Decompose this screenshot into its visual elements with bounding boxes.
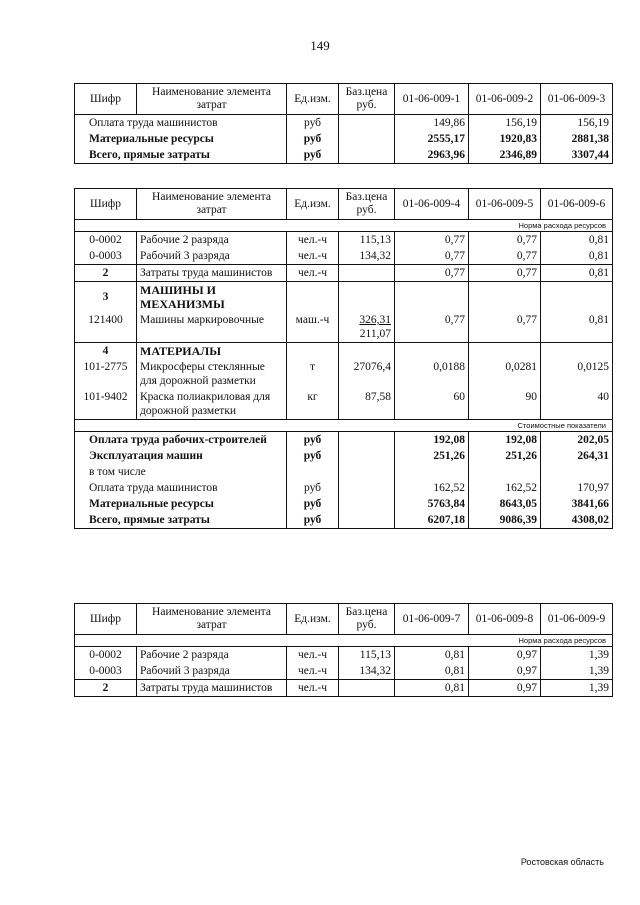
section-title: МАШИНЫ И МЕХАНИЗМЫ xyxy=(137,282,287,313)
row-code: 101-2775 xyxy=(75,359,137,389)
row-name: Рабочие 2 разряда xyxy=(137,232,287,249)
row-name: Затраты труда машинистов xyxy=(137,680,287,697)
row-value: 3841,66 xyxy=(541,496,613,512)
row-value: 0,81 xyxy=(395,663,469,680)
header-code: 01-06-009-7 xyxy=(395,604,469,635)
row-name: Оплата труда машинистов xyxy=(75,115,287,132)
row-code: 101-9402 xyxy=(75,389,137,420)
row-value: 5763,84 xyxy=(395,496,469,512)
section-code: 3 xyxy=(75,282,137,313)
row-unit: кг xyxy=(287,389,339,420)
table-header xyxy=(75,189,613,220)
row-unit: чел.-ч xyxy=(287,248,339,265)
row-value: 0,0125 xyxy=(541,359,613,389)
table-row xyxy=(75,680,613,697)
table-row xyxy=(75,265,613,282)
row-value: 0,77 xyxy=(469,312,541,343)
row-name: в том числе xyxy=(75,464,287,480)
row-unit: чел.-ч xyxy=(287,265,339,282)
row-value xyxy=(541,464,613,480)
row-value: 0,81 xyxy=(541,312,613,343)
row-value: 0,77 xyxy=(395,312,469,343)
row-code: 0-0002 xyxy=(75,647,137,664)
header-name: Наименование элемента затрат xyxy=(137,189,287,220)
row-unit xyxy=(287,464,339,480)
row-value: 0,0188 xyxy=(395,359,469,389)
row-unit: маш.-ч xyxy=(287,312,339,343)
header-name: Наименование элемента затрат xyxy=(137,84,287,115)
row-value: 0,81 xyxy=(541,248,613,265)
row-value: 1,39 xyxy=(541,663,613,680)
row-price: 134,32 xyxy=(339,248,395,265)
row-price: 134,32 xyxy=(339,663,395,680)
row-name: Машины маркировочные xyxy=(137,312,287,343)
row-value: 0,77 xyxy=(395,265,469,282)
row-code: 2 xyxy=(75,680,137,697)
table-row xyxy=(75,512,613,529)
row-name: Микросферы стеклянные для дорожной разметки xyxy=(137,359,287,389)
row-name: Краска полиакриловая для дорожной разметки xyxy=(137,389,287,420)
row-code: 121400 xyxy=(75,312,137,343)
row-value: 1,39 xyxy=(541,647,613,664)
row-value: 156,19 xyxy=(469,115,541,132)
row-value: 4308,02 xyxy=(541,512,613,529)
norm-row xyxy=(75,220,613,232)
cost-label: Стоимостные показатели xyxy=(75,420,613,432)
row-code: 2 xyxy=(75,265,137,282)
row-value: 0,77 xyxy=(395,248,469,265)
row-value: 251,26 xyxy=(395,448,469,464)
row-name: Материальные ресурсы xyxy=(75,496,287,512)
price-secondary: 211,07 xyxy=(359,328,391,340)
table-row xyxy=(75,663,613,680)
row-value xyxy=(469,464,541,480)
table-row xyxy=(75,496,613,512)
table-row xyxy=(75,115,613,132)
header-code: 01-06-009-6 xyxy=(541,189,613,220)
header-name: Наименование элемента затрат xyxy=(137,604,287,635)
header-price: Баз.цена руб. xyxy=(339,604,395,635)
header-price: Баз.цена руб. xyxy=(339,84,395,115)
header-code: 01-06-009-3 xyxy=(541,84,613,115)
table-header xyxy=(75,604,613,635)
norm-label: Норма расхода ресурсов xyxy=(75,220,613,232)
row-code: 0-0002 xyxy=(75,232,137,249)
row-value: 149,86 xyxy=(395,115,469,132)
header-unit: Ед.изм. xyxy=(287,189,339,220)
row-value: 264,31 xyxy=(541,448,613,464)
row-value: 192,08 xyxy=(395,432,469,449)
row-price: 115,13 xyxy=(339,232,395,249)
header-code: 01-06-009-1 xyxy=(395,84,469,115)
row-unit: чел.-ч xyxy=(287,663,339,680)
section-row xyxy=(75,343,613,360)
row-value: 0,81 xyxy=(541,265,613,282)
row-value: 162,52 xyxy=(469,480,541,496)
page-number: 149 xyxy=(310,38,330,53)
row-value: 0,0281 xyxy=(469,359,541,389)
row-price: 87,58 xyxy=(339,389,395,420)
row-price: 115,13 xyxy=(339,647,395,664)
section-code: 4 xyxy=(75,343,137,360)
norm-row xyxy=(75,635,613,647)
row-value: 0,77 xyxy=(469,265,541,282)
row-price xyxy=(339,312,395,343)
row-value: 251,26 xyxy=(469,448,541,464)
table-header xyxy=(75,84,613,115)
footer-region: Ростовская область xyxy=(520,857,604,867)
row-value: 162,52 xyxy=(395,480,469,496)
row-value: 0,77 xyxy=(395,232,469,249)
header-code: 01-06-009-4 xyxy=(395,189,469,220)
section-row xyxy=(75,282,613,313)
row-value: 2555,17 xyxy=(395,131,469,147)
row-value: 0,97 xyxy=(469,647,541,664)
norm-label: Норма расхода ресурсов xyxy=(75,635,613,647)
table-3 xyxy=(74,603,613,697)
table-row xyxy=(75,232,613,249)
row-value: 6207,18 xyxy=(395,512,469,529)
row-value: 0,77 xyxy=(469,232,541,249)
row-name: Рабочий 3 разряда xyxy=(137,248,287,265)
row-unit: руб xyxy=(287,480,339,496)
row-value: 9086,39 xyxy=(469,512,541,529)
row-name: Эксплуатация машин xyxy=(75,448,287,464)
header-cipher: Шифр xyxy=(75,84,137,115)
row-value: 1920,83 xyxy=(469,131,541,147)
row-value: 170,97 xyxy=(541,480,613,496)
row-value: 60 xyxy=(395,389,469,420)
table-row xyxy=(75,647,613,664)
row-name: Рабочие 2 разряда xyxy=(137,647,287,664)
row-unit: чел.-ч xyxy=(287,680,339,697)
row-code: 0-0003 xyxy=(75,663,137,680)
table-row xyxy=(75,389,613,420)
row-name: Затраты труда машинистов xyxy=(137,265,287,282)
table-row xyxy=(75,248,613,265)
row-value: 40 xyxy=(541,389,613,420)
table-row xyxy=(75,448,613,464)
header-cipher: Шифр xyxy=(75,604,137,635)
row-unit: т xyxy=(287,359,339,389)
row-unit: руб xyxy=(287,147,339,164)
row-unit: руб xyxy=(287,512,339,529)
row-value: 0,81 xyxy=(541,232,613,249)
row-value: 1,39 xyxy=(541,680,613,697)
table-2 xyxy=(74,188,613,529)
header-unit: Ед.изм. xyxy=(287,604,339,635)
table-row xyxy=(75,147,613,164)
cost-label-row xyxy=(75,420,613,432)
row-value: 2963,96 xyxy=(395,147,469,164)
row-name: Оплата труда рабочих-строителей xyxy=(75,432,287,449)
table-row xyxy=(75,432,613,449)
row-value: 8643,05 xyxy=(469,496,541,512)
row-value: 0,81 xyxy=(395,647,469,664)
table-row xyxy=(75,359,613,389)
header-cipher: Шифр xyxy=(75,189,137,220)
row-unit: руб xyxy=(287,432,339,449)
row-unit: чел.-ч xyxy=(287,232,339,249)
header-code: 01-06-009-2 xyxy=(469,84,541,115)
price-primary: 326,31 xyxy=(359,314,391,326)
row-value: 90 xyxy=(469,389,541,420)
row-value: 2346,89 xyxy=(469,147,541,164)
table-row xyxy=(75,131,613,147)
row-value: 0,81 xyxy=(395,680,469,697)
row-value: 202,05 xyxy=(541,432,613,449)
row-value: 156,19 xyxy=(541,115,613,132)
row-name: Материальные ресурсы xyxy=(75,131,287,147)
row-value: 2881,38 xyxy=(541,131,613,147)
row-value: 0,97 xyxy=(469,680,541,697)
table-row xyxy=(75,464,613,480)
row-name: Всего, прямые затраты xyxy=(75,147,287,164)
header-unit: Ед.изм. xyxy=(287,84,339,115)
row-unit: чел.-ч xyxy=(287,647,339,664)
section-title: МАТЕРИАЛЫ xyxy=(137,343,287,360)
row-unit: руб xyxy=(287,448,339,464)
row-name: Рабочий 3 разряда xyxy=(137,663,287,680)
header-price: Баз.цена руб. xyxy=(339,189,395,220)
header-code: 01-06-009-5 xyxy=(469,189,541,220)
row-unit: руб xyxy=(287,115,339,132)
row-unit: руб xyxy=(287,496,339,512)
row-value: 3307,44 xyxy=(541,147,613,164)
row-value: 0,97 xyxy=(469,663,541,680)
row-value xyxy=(395,464,469,480)
row-name: Оплата труда машинистов xyxy=(75,480,287,496)
row-value: 0,77 xyxy=(469,248,541,265)
header-code: 01-06-009-8 xyxy=(469,604,541,635)
row-price: 27076,4 xyxy=(339,359,395,389)
table-1 xyxy=(74,83,613,164)
row-unit: руб xyxy=(287,131,339,147)
table-row xyxy=(75,312,613,343)
row-value: 192,08 xyxy=(469,432,541,449)
table-row xyxy=(75,480,613,496)
header-code: 01-06-009-9 xyxy=(541,604,613,635)
row-code: 0-0003 xyxy=(75,248,137,265)
row-name: Всего, прямые затраты xyxy=(75,512,287,529)
